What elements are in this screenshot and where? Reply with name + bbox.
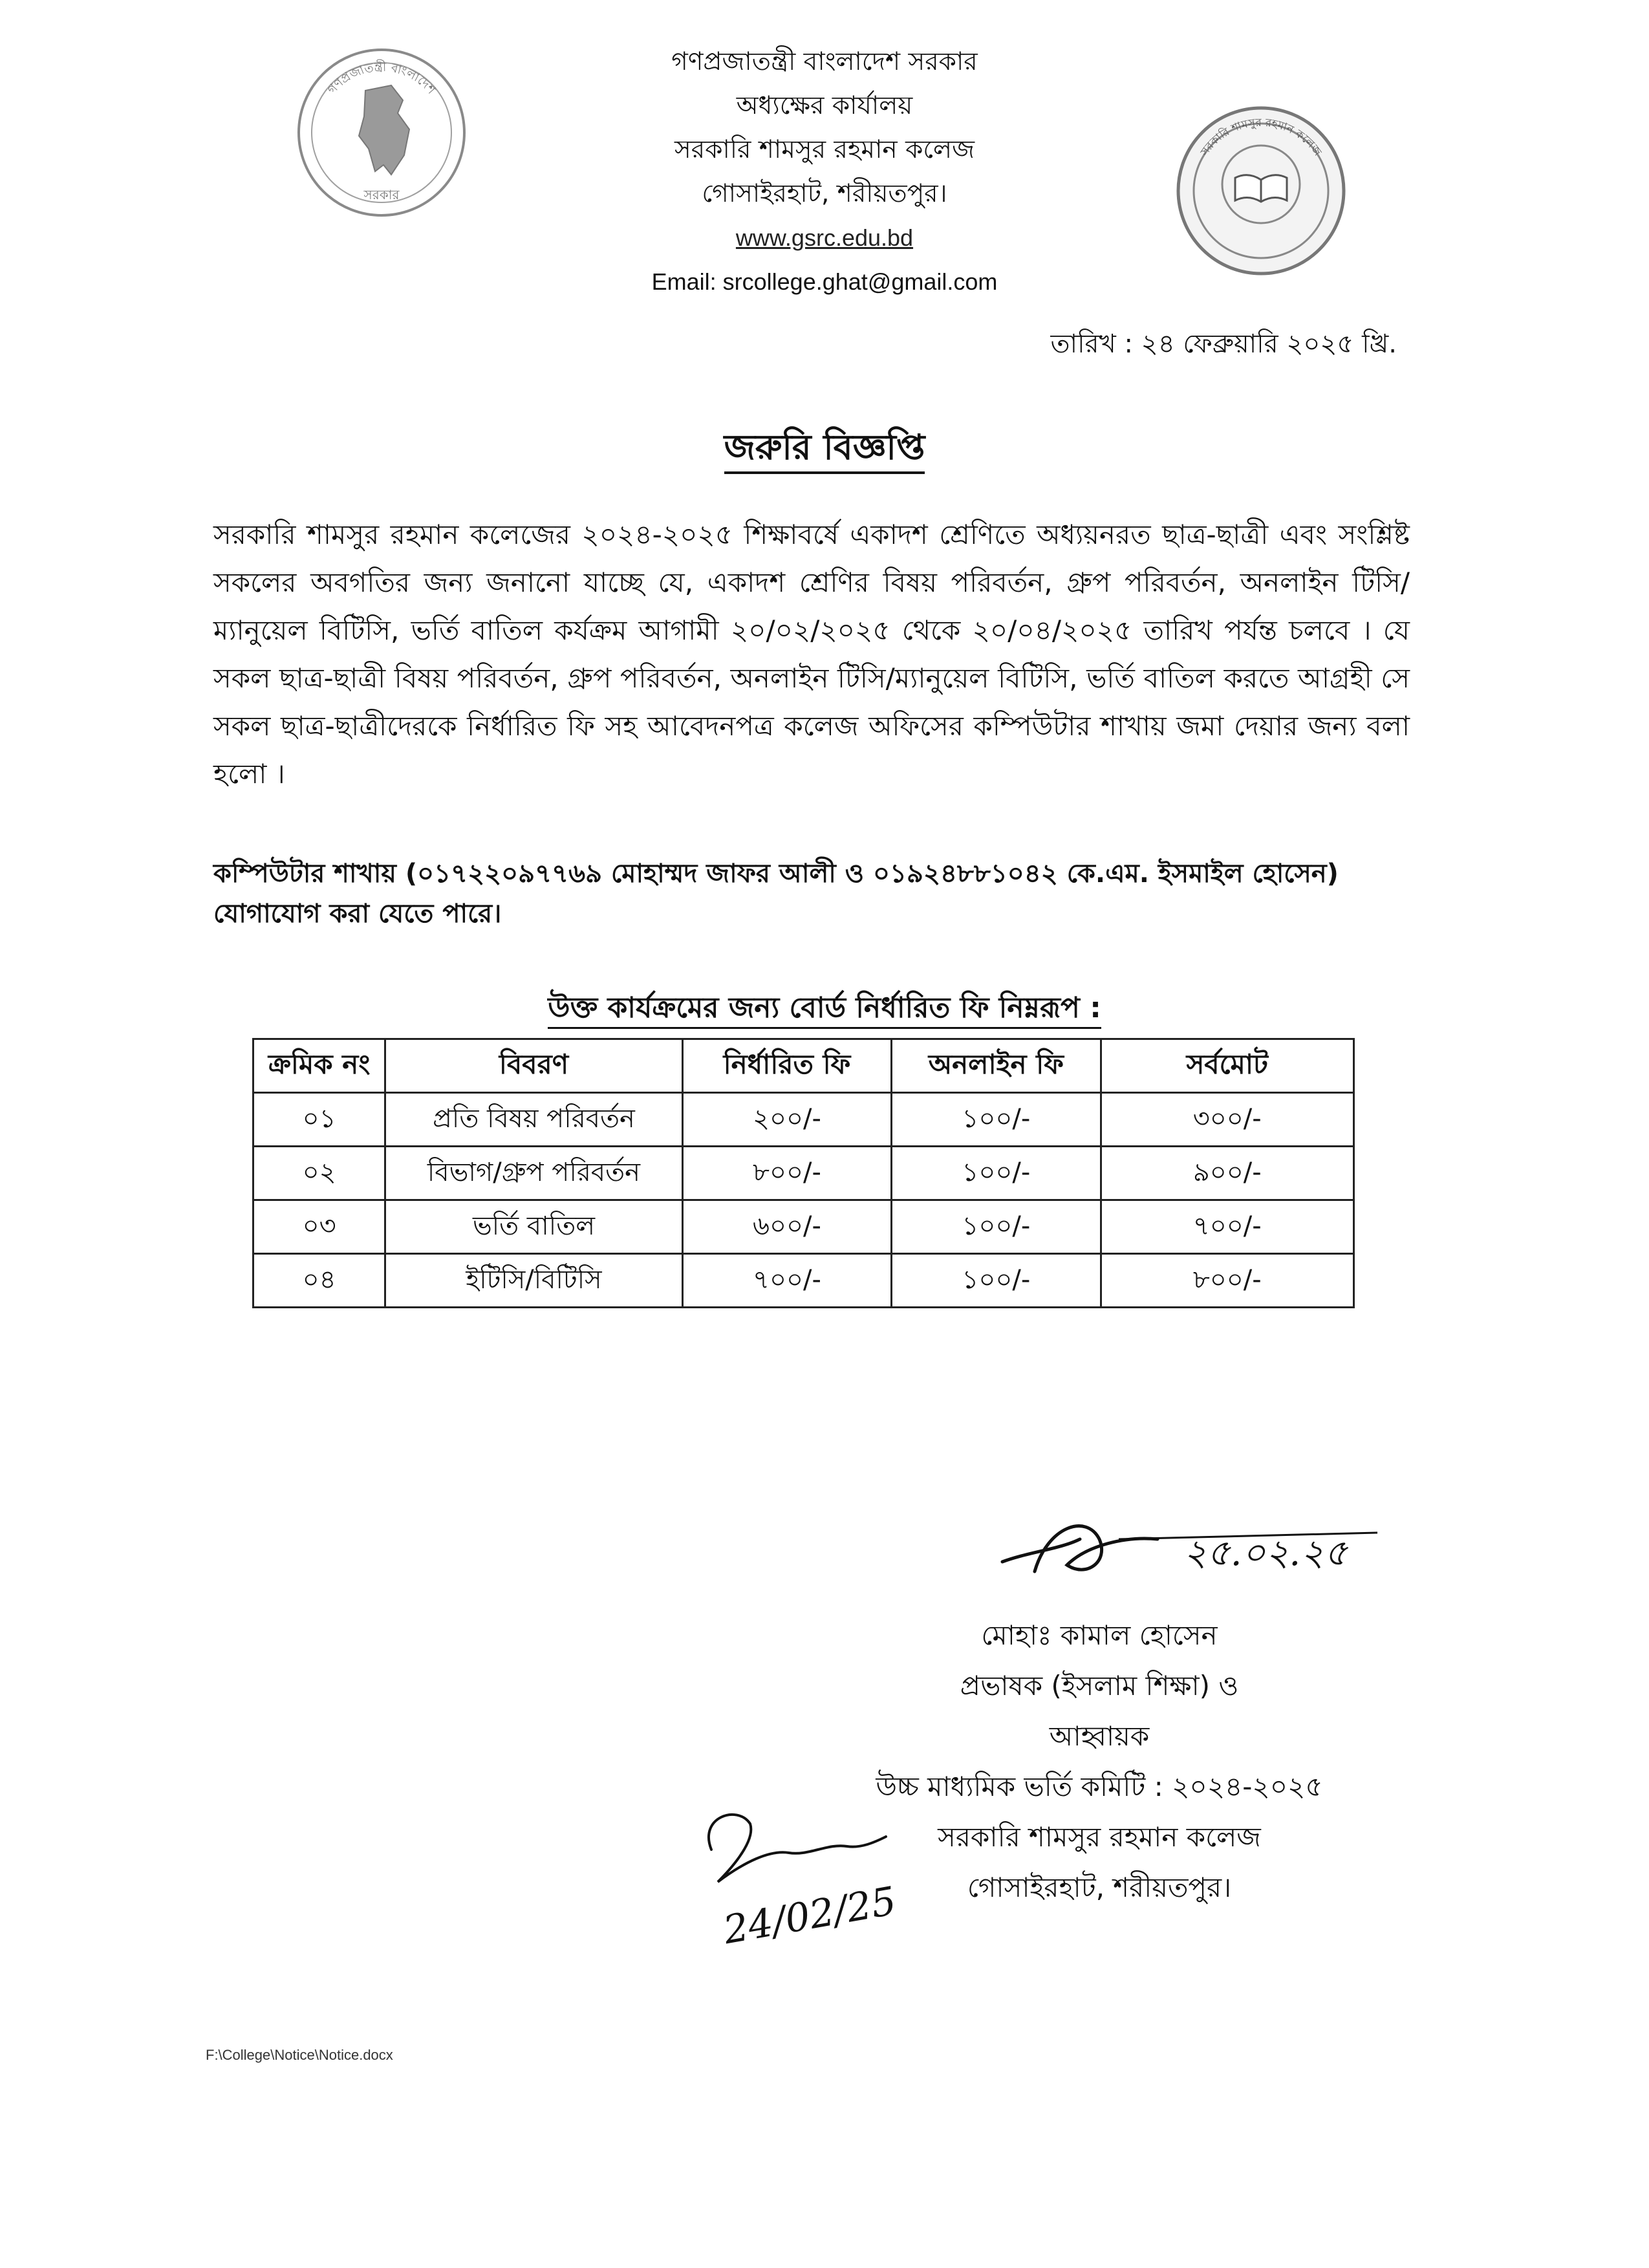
letterhead-address: গোসাইরহাট, শরীয়তপুর। — [702, 179, 947, 208]
header-online-fee: অনলাইন ফি — [892, 1039, 1101, 1093]
signatory-college: সরকারি শামসুর রহমান কলেজ — [938, 1821, 1261, 1853]
cell-description: বিভাগ/গ্রুপ পরিবর্তন — [385, 1147, 683, 1200]
cell-description: ভর্তি বাতিল — [385, 1200, 683, 1254]
table-row — [253, 1200, 1354, 1254]
cell-serial: ০৩ — [253, 1200, 385, 1254]
cell-fixed-fee: ৬০০/- — [682, 1200, 891, 1254]
notice-body: সরকারি শামসুর রহমান কলেজের ২০২৪-২০২৫ শিক্ষাবর্ষে একাদশ শ্রেণিতে অধ্যয়নরত ছাত্র-ছাত্রী এবং সংশ্লিষ্ট সকলের অবগতির জন্য জনানো যাচ্ছে যে, একাদশ শ্রেণির বিষয় পরিবর্তন, গ্রুপ পরিবর্তন, অনলাইন টিসি/ম্যানুয়েল বিটিসি, ভর্তি বাতিল কর্যক্রম আগামী ২০/০২/২০২৫ থেকে ২০/০৪/২০২৫ তারিখ পর্যন্ত চলবে । যে সকল ছাত্র-ছাত্রী বিষয় পরিবর্তন, গ্রুপ পরিবর্তন, অনলাইন টিসি/ম্যানুয়েল বিটিসি, ভর্তি বাতিল করতে আগ্রহী সে সকল ছাত্র-ছাত্রীদেরকে নির্ধারিত ফি সহ আবেদনপত্র কলেজ অফিসের কম্পিউটার শাখায় জমা দেয়ার জন্য বলা হলো । — [213, 519, 1410, 790]
fee-table — [252, 1038, 1355, 1308]
cell-fixed-fee: ৮০০/- — [682, 1147, 891, 1200]
fee-table-title — [0, 986, 1649, 1033]
website-link[interactable]: www.gsrc.edu.bd — [735, 224, 914, 251]
cell-online-fee: ১০০/- — [892, 1147, 1101, 1200]
cell-total: ৮০০/- — [1101, 1254, 1353, 1308]
committee-name: উচ্চ মাধ্যমিক ভর্তি কমিটি : ২০২৪-২০২৫ — [876, 1771, 1323, 1802]
cell-fixed-fee: ৭০০/- — [682, 1254, 891, 1308]
cell-online-fee: ১০০/- — [892, 1093, 1101, 1147]
second-signature-date: 24/02/25 — [720, 1878, 900, 1954]
letterhead-college: সরকারি শামসুর রহমান কলেজ — [674, 135, 975, 164]
notice-title — [0, 420, 1649, 479]
contact-line-2: যোগাযোগ করা যেতে পারে। — [213, 899, 502, 929]
letterhead-office: অধ্যক্ষের কার্যালয় — [736, 91, 913, 120]
cell-online-fee: ১০০/- — [892, 1200, 1101, 1254]
right-seal-text: সরকারি শামসুর রহমান কলেজ — [1198, 116, 1324, 158]
cell-description: ইটিসি/বিটিসি — [385, 1254, 683, 1308]
cell-serial: ০৪ — [253, 1254, 385, 1308]
cell-description: প্রতি বিষয় পরিবর্তন — [385, 1093, 683, 1147]
document-file-path: F:\College\Notice\Notice.docx — [206, 2047, 393, 2063]
table-row — [253, 1093, 1354, 1147]
table-row — [253, 1254, 1354, 1308]
second-signature-mark — [685, 1791, 918, 1960]
header-description: বিবরণ — [385, 1039, 683, 1093]
signature-date: ২৫.০২.২৫ — [1183, 1532, 1348, 1574]
fee-table-header-row — [253, 1039, 1354, 1093]
cell-total: ৩০০/- — [1101, 1093, 1353, 1147]
signatory-role: আহ্বায়ক — [1049, 1720, 1150, 1752]
signatory-address: গোসাইরহাট, শরীয়তপুর। — [967, 1872, 1232, 1903]
left-seal-top-text: গণপ্রজাতন্ত্রী বাংলাদেশ — [325, 59, 438, 97]
cell-total: ৭০০/- — [1101, 1200, 1353, 1254]
header-total: সর্বমোট — [1101, 1039, 1353, 1093]
college-seal-logo — [1174, 103, 1348, 278]
email-address: Email: srcollege.ghat@gmail.com — [651, 268, 998, 295]
letterhead-government: গণপ্রজাতন্ত্রী বাংলাদেশ সরকার — [671, 47, 978, 76]
cell-fixed-fee: ২০০/- — [682, 1093, 891, 1147]
header-fixed-fee: নির্ধারিত ফি — [682, 1039, 891, 1093]
cell-online-fee: ১০০/- — [892, 1254, 1101, 1308]
cell-serial: ০১ — [253, 1093, 385, 1147]
header-serial: ক্রমিক নং — [253, 1039, 385, 1093]
table-row — [253, 1147, 1354, 1200]
signature-block — [841, 1610, 1358, 1913]
signatory-name: মোহাঃ কামাল হোসেন — [981, 1619, 1218, 1651]
signatory-designation: প্রভাষক (ইসলাম শিক্ষা) ও — [960, 1670, 1239, 1701]
cell-serial: ০২ — [253, 1147, 385, 1200]
notice-title-text: জরুরি বিজ্ঞপ্তি — [724, 427, 925, 474]
cell-total: ৯০০/- — [1101, 1147, 1353, 1200]
letterhead — [469, 40, 1180, 304]
left-seal-bottom-text: সরকার — [363, 187, 400, 202]
fee-table-title-text: উক্ত কার্যক্রমের জন্য বোর্ড নির্ধারিত ফি নিম্নরূপ : — [548, 991, 1101, 1029]
government-seal-logo — [294, 45, 469, 220]
signature-mark — [989, 1500, 1390, 1591]
contact-line: কম্পিউটার শাখায় (০১৭২২০৯৭৭৬৯ মোহাম্মদ জাফর আলী ও ০১৯২৪৮৮১০৪২ কে.এম. ইসমাইল হোসেন) — [213, 859, 1339, 889]
notice-date: তারিখ : ২৪ ফেব্রুয়ারি ২০২৫ খ্রি. — [1050, 329, 1397, 359]
contact-info — [213, 854, 1410, 934]
